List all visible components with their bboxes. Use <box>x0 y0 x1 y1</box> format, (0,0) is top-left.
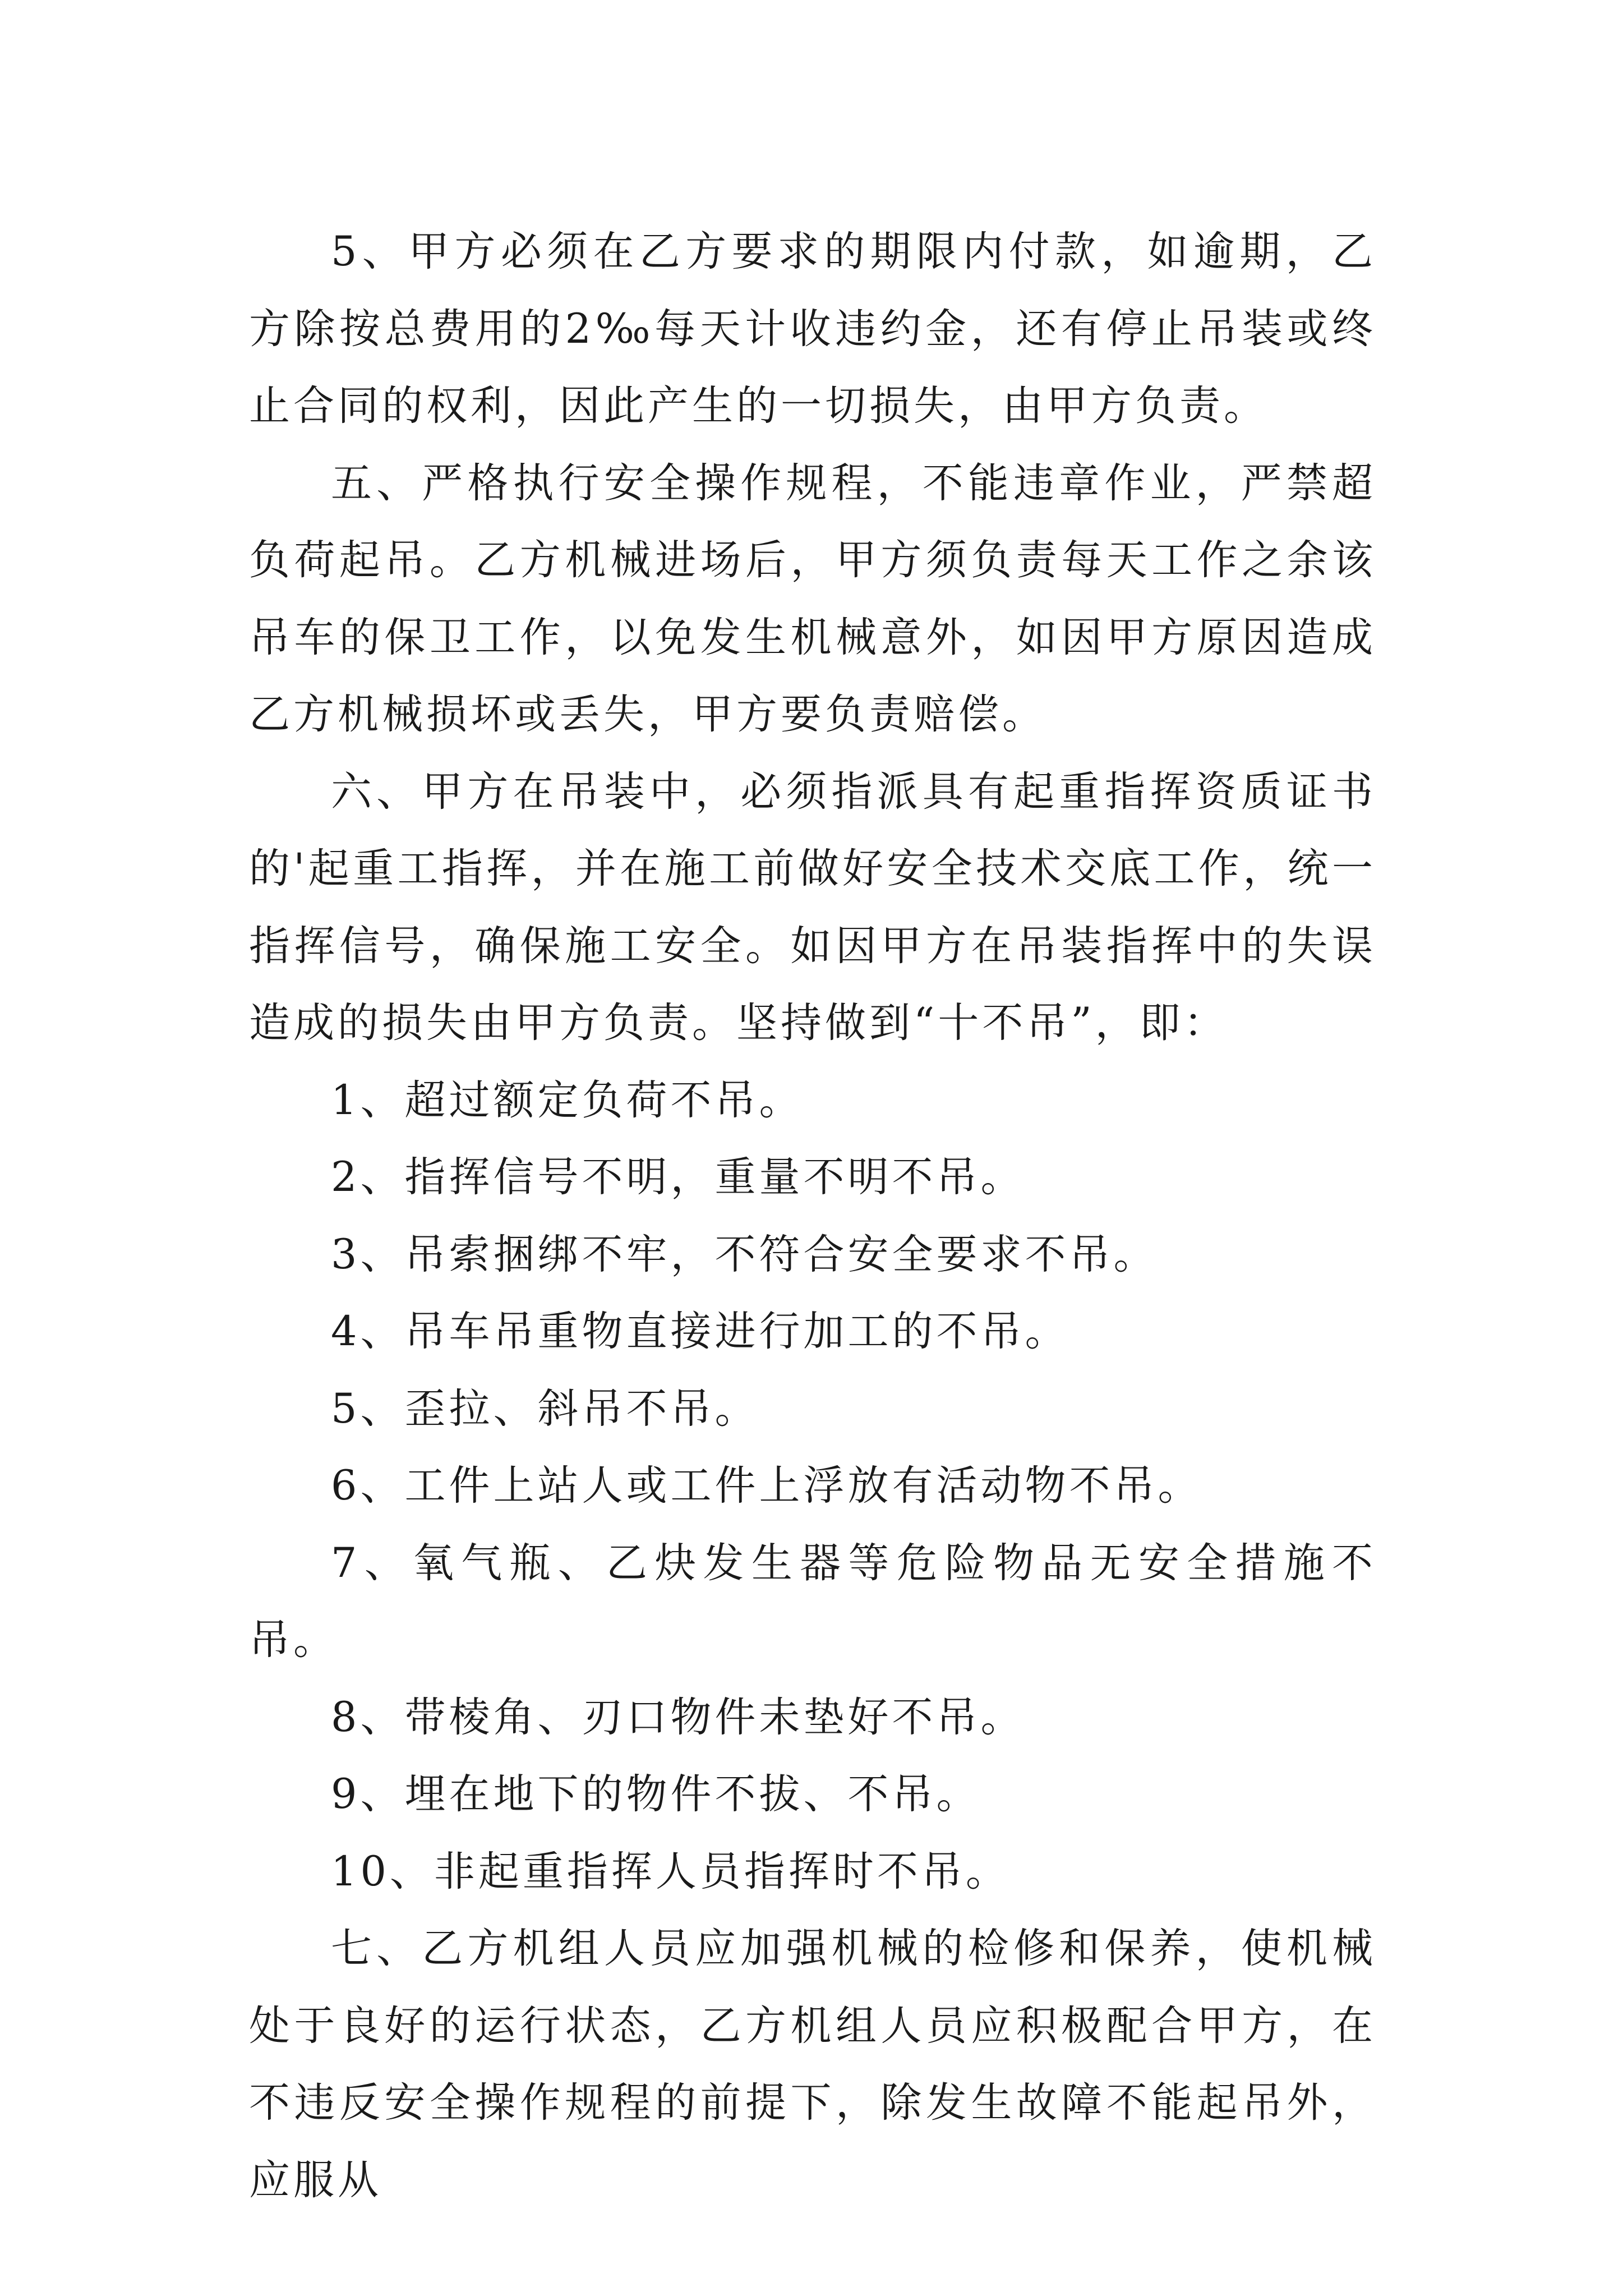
list-item-rule-10: 10、非起重指挥人员指挥时不吊。 <box>331 1847 1010 1895</box>
paragraph-safety-rules: 五、严格执行安全操作规程，不能违章作业，严禁超负荷起吊。乙方机械进场后，甲方须负责每天工作之余该吊车的保卫工作，以免发生机械意外，如因甲方原因造成乙方机械损坏或丢失，甲方要负责赔偿。 <box>249 459 1376 738</box>
paragraph-lifting-command: 六、甲方在吊装中，必须指派具有起重指挥资质证书的'起重工指挥，并在施工前做好安全技术交底工作，统一指挥信号，确保施工安全。如因甲方在吊装指挥中的失误造成的损失由甲方负责。坚持做到“十不吊”，即： <box>249 767 1376 1047</box>
list-item-rule-5: 5、歪拉、斜吊不吊。 <box>331 1384 759 1433</box>
list-item-rule-4: 4、吊车吊重物直接进行加工的不吊。 <box>331 1308 1069 1355</box>
list-item-rule-9: 9、埋在地下的物件不拔、不吊。 <box>331 1770 981 1818</box>
list-item-rule-6: 6、工件上站人或工件上浮放有活动物不吊。 <box>331 1462 1202 1510</box>
paragraph-crew-maintenance: 七、乙方机组人员应加强机械的检修和保养，使机械处于良好的运行状态，乙方机组人员应积极配合甲方，在不违反安全操作规程的前提下，除发生故障不能起吊外，应服从 <box>249 1925 1376 2204</box>
list-item-rule-8: 8、带棱角、刃口物件未垫好不吊。 <box>331 1693 1025 1741</box>
list-item-rule-2: 2、指挥信号不明，重量不明不吊。 <box>331 1153 1025 1201</box>
list-item-rule-1: 1、超过额定负荷不吊。 <box>331 1076 804 1124</box>
list-item-rule-7: 7、氧气瓶、乙炔发生器等危险物品无安全措施不吊。 <box>249 1539 1376 1664</box>
list-item-rule-3: 3、吊索捆绑不牢，不符合安全要求不吊。 <box>331 1230 1158 1278</box>
document-body <box>249 213 1376 2219</box>
paragraph-payment-terms: 5、甲方必须在乙方要求的期限内付款，如逾期，乙方除按总费用的2‰每天计收违约金，还有停止吊装或终止合同的权利，因此产生的一切损失，由甲方负责。 <box>249 228 1376 430</box>
